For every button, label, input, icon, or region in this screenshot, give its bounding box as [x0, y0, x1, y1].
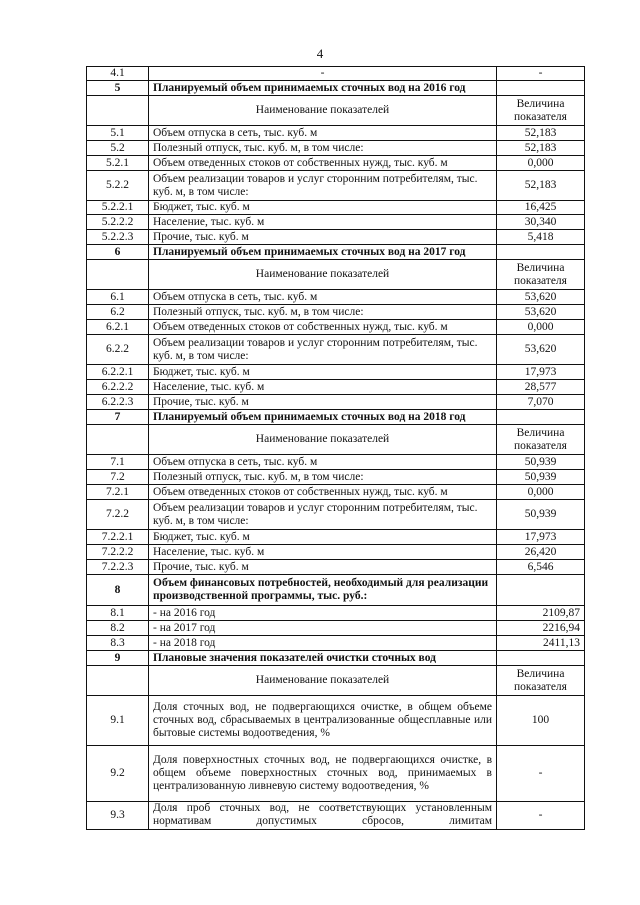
- section-number: 9: [87, 651, 149, 666]
- row-value: 50,939: [497, 500, 585, 530]
- row-value: 2216,94: [497, 621, 585, 636]
- table-row: [87, 545, 585, 560]
- table-row: [87, 290, 585, 305]
- row-name: Объем реализации товаров и услуг сторонним потребителям, тыс. куб. м, в том числе:: [149, 500, 497, 530]
- row-number: 6.2.2: [87, 335, 149, 365]
- row-number: 8.1: [87, 606, 149, 621]
- section-value-cell: [497, 651, 585, 666]
- row-value: 17,973: [497, 365, 585, 380]
- row-number: 5.2.1: [87, 156, 149, 171]
- row-name: Население, тыс. куб. м: [149, 215, 497, 230]
- row-name: Бюджет, тыс. куб. м: [149, 530, 497, 545]
- column-header-row: [87, 260, 585, 290]
- row-number: 6.2.2.3: [87, 395, 149, 410]
- row-value: 16,425: [497, 201, 585, 215]
- row-name: - на 2017 год: [149, 621, 497, 636]
- table-row: [87, 67, 585, 81]
- row-number: 8.3: [87, 636, 149, 651]
- table-row: [87, 201, 585, 215]
- row-number: 5.2.2: [87, 171, 149, 201]
- section-value-cell: [497, 81, 585, 96]
- row-value: 2411,13: [497, 636, 585, 651]
- row-name: Объем отпуска в сеть, тыс. куб. м: [149, 126, 497, 141]
- column-header-value: Величина показателя: [497, 260, 585, 290]
- row-value: 7,070: [497, 395, 585, 410]
- row-name: Объем отведенных стоков от собственных нужд, тыс. куб. м: [149, 320, 497, 335]
- indicators-table: [86, 66, 585, 830]
- section-row: [87, 410, 585, 425]
- row-number: 6.2.2.2: [87, 380, 149, 395]
- row-number: 6.2.1: [87, 320, 149, 335]
- table-row: [87, 455, 585, 470]
- row-name: Доля сточных вод, не подвергающихся очистке, в общем объеме сточных вод, сбрасываемых в централизованные общесплавные или бытовые системы водоотведения, %: [149, 696, 497, 746]
- row-name: Бюджет, тыс. куб. м: [149, 201, 497, 215]
- table-row: [87, 636, 585, 651]
- row-value: -: [497, 746, 585, 802]
- row-number: 9.1: [87, 696, 149, 746]
- table-row: [87, 305, 585, 320]
- row-number: 7.2.2: [87, 500, 149, 530]
- table-row: [87, 156, 585, 171]
- row-name: Объем реализации товаров и услуг сторонним потребителям, тыс. куб. м, в том числе:: [149, 335, 497, 365]
- column-header-name: Наименование показателей: [149, 666, 497, 696]
- row-value: 5,418: [497, 230, 585, 245]
- column-header-number-cell: [87, 96, 149, 126]
- row-name: Полезный отпуск, тыс. куб. м, в том числе:: [149, 305, 497, 320]
- row-name: Население, тыс. куб. м: [149, 545, 497, 560]
- table-row: [87, 320, 585, 335]
- row-number: 5.2.2.1: [87, 201, 149, 215]
- section-number: 7: [87, 410, 149, 425]
- row-name: Прочие, тыс. куб. м: [149, 230, 497, 245]
- row-value: 0,000: [497, 156, 585, 171]
- row-value: 100: [497, 696, 585, 746]
- row-number: 8.2: [87, 621, 149, 636]
- column-header-row: [87, 666, 585, 696]
- table-row: [87, 746, 585, 802]
- column-header-value: Величина показателя: [497, 96, 585, 126]
- table-row: [87, 696, 585, 746]
- row-value: 0,000: [497, 485, 585, 500]
- row-number: 6.2.2.1: [87, 365, 149, 380]
- row-value: 52,183: [497, 171, 585, 201]
- row-name: Полезный отпуск, тыс. куб. м, в том числе:: [149, 470, 497, 485]
- column-header-name: Наименование показателей: [149, 425, 497, 455]
- row-name: Бюджет, тыс. куб. м: [149, 365, 497, 380]
- section-title: Планируемый объем принимаемых сточных вод на 2016 год: [149, 81, 497, 96]
- row-number: 5.2: [87, 141, 149, 156]
- section-value-cell: [497, 410, 585, 425]
- row-value: 2109,87: [497, 606, 585, 621]
- section-number: 5: [87, 81, 149, 96]
- row-number: 5.2.2.2: [87, 215, 149, 230]
- section-value-cell: [497, 245, 585, 260]
- table-row: [87, 395, 585, 410]
- section-row: [87, 245, 585, 260]
- row-name: Объем отпуска в сеть, тыс. куб. м: [149, 290, 497, 305]
- section-title: Объем финансовых потребностей, необходимый для реализации производственной программы, тыс. руб.:: [149, 575, 497, 606]
- section-number: 8: [87, 575, 149, 606]
- section-row: [87, 651, 585, 666]
- row-value: 17,973: [497, 530, 585, 545]
- row-value: 50,939: [497, 455, 585, 470]
- table-row: [87, 141, 585, 156]
- row-name: Объем реализации товаров и услуг сторонним потребителям, тыс. куб. м, в том числе:: [149, 171, 497, 201]
- row-name: Население, тыс. куб. м: [149, 380, 497, 395]
- row-value: -: [497, 67, 585, 81]
- row-number: 7.2.2.3: [87, 560, 149, 575]
- table-row: [87, 530, 585, 545]
- column-header-value: Величина показателя: [497, 666, 585, 696]
- table-row: [87, 230, 585, 245]
- section-title: Плановые значения показателей очистки сточных вод: [149, 651, 497, 666]
- row-value: 30,340: [497, 215, 585, 230]
- row-number: 7.2.2.2: [87, 545, 149, 560]
- table-row: [87, 560, 585, 575]
- column-header-number-cell: [87, 666, 149, 696]
- column-header-row: [87, 425, 585, 455]
- row-value: 52,183: [497, 126, 585, 141]
- table-row: [87, 365, 585, 380]
- row-value: 53,620: [497, 305, 585, 320]
- row-name: Доля проб сточных вод, не соответствующих установленным нормативам допустимых сбросов, лимитам: [149, 802, 497, 830]
- column-header-row: [87, 96, 585, 126]
- row-name: Полезный отпуск, тыс. куб. м, в том числе:: [149, 141, 497, 156]
- row-number: 7.2.2.1: [87, 530, 149, 545]
- table-row: [87, 171, 585, 201]
- row-number: 5.1: [87, 126, 149, 141]
- column-header-number-cell: [87, 425, 149, 455]
- section-title: Планируемый объем принимаемых сточных вод на 2017 год: [149, 245, 497, 260]
- table-row: [87, 380, 585, 395]
- row-number: 6.2: [87, 305, 149, 320]
- section-value-cell: [497, 575, 585, 606]
- row-name: -: [149, 67, 497, 81]
- column-header-value: Величина показателя: [497, 425, 585, 455]
- row-number: 7.2.1: [87, 485, 149, 500]
- table-row: [87, 621, 585, 636]
- row-value: 0,000: [497, 320, 585, 335]
- row-number: 5.2.2.3: [87, 230, 149, 245]
- column-header-number-cell: [87, 260, 149, 290]
- section-row: [87, 81, 585, 96]
- section-number: 6: [87, 245, 149, 260]
- table-row: [87, 335, 585, 365]
- row-number: 7.2: [87, 470, 149, 485]
- page-number: 4: [316, 46, 324, 61]
- row-value: -: [497, 802, 585, 830]
- table-row: [87, 802, 585, 830]
- row-value: 28,577: [497, 380, 585, 395]
- table-row: [87, 606, 585, 621]
- row-value: 53,620: [497, 335, 585, 365]
- row-value: 6,546: [497, 560, 585, 575]
- section-title: Планируемый объем принимаемых сточных вод на 2018 год: [149, 410, 497, 425]
- row-number: 9.2: [87, 746, 149, 802]
- row-value: 50,939: [497, 470, 585, 485]
- row-number: 4.1: [87, 67, 149, 81]
- table-row: [87, 485, 585, 500]
- row-name: Объем отведенных стоков от собственных нужд, тыс. куб. м: [149, 156, 497, 171]
- table-row: [87, 500, 585, 530]
- column-header-name: Наименование показателей: [149, 260, 497, 290]
- row-value: 52,183: [497, 141, 585, 156]
- row-number: 7.1: [87, 455, 149, 470]
- row-value: 26,420: [497, 545, 585, 560]
- row-number: 6.1: [87, 290, 149, 305]
- row-name: Прочие, тыс. куб. м: [149, 395, 497, 410]
- row-name: Прочие, тыс. куб. м: [149, 560, 497, 575]
- row-name: Объем отведенных стоков от собственных нужд, тыс. куб. м: [149, 485, 497, 500]
- row-number: 9.3: [87, 802, 149, 830]
- column-header-name: Наименование показателей: [149, 96, 497, 126]
- row-name: Объем отпуска в сеть, тыс. куб. м: [149, 455, 497, 470]
- table-row: [87, 126, 585, 141]
- row-value: 53,620: [497, 290, 585, 305]
- table-row: [87, 470, 585, 485]
- section-row: [87, 575, 585, 606]
- row-name: Доля поверхностных сточных вод, не подвергающихся очистке, в общем объеме поверхностных сточных вод, принимаемых в централизованную ливневую систему водоотведения, %: [149, 746, 497, 802]
- table-row: [87, 215, 585, 230]
- row-name: - на 2018 год: [149, 636, 497, 651]
- row-name: - на 2016 год: [149, 606, 497, 621]
